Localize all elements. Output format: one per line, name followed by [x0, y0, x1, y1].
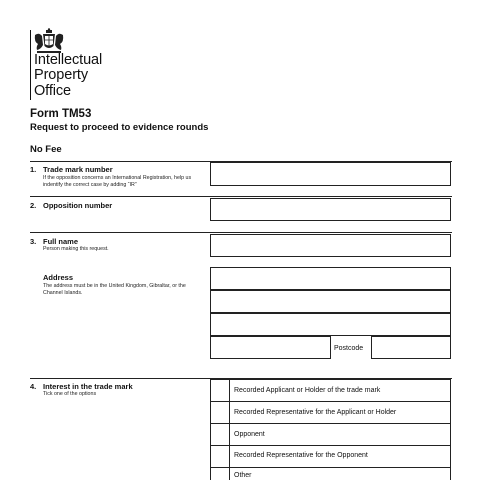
interest-checkbox[interactable] [210, 445, 230, 468]
interest-option-label: Recorded Representative for the Applicant or Holder [234, 409, 397, 416]
trade-mark-number-input[interactable] [210, 162, 451, 186]
question-title: Full name [43, 237, 79, 246]
section-divider [30, 232, 452, 233]
postcode-label: Postcode [334, 345, 364, 352]
question-number: 4. [30, 382, 37, 391]
interest-option-label: Opponent [234, 431, 265, 438]
question-help: Person making this request. [43, 246, 109, 252]
logo-word-3: Office [34, 83, 72, 99]
section-divider [30, 196, 452, 197]
interest-checkbox[interactable] [210, 467, 230, 480]
address-line-3-input[interactable] [210, 313, 451, 336]
form-code: Form TM53 [30, 108, 92, 120]
interest-option-label: Recorded Representative for the Opponent [234, 452, 368, 459]
address-line-4-input[interactable] [210, 336, 331, 359]
address-line-1-input[interactable] [210, 267, 451, 290]
address-help: The address must be in the United Kingdom, Gibraltar, or the Channel Islands. [43, 283, 186, 296]
question-help: Tick one of the options [43, 391, 97, 397]
question-title: Trade mark number [43, 165, 113, 174]
interest-checkbox[interactable] [210, 423, 230, 446]
fee-label: No Fee [30, 144, 62, 155]
question-help: If the opposition concerns an International Registration, help us indentify the correct case by adding “IR” [43, 175, 192, 188]
interest-option-label: Recorded Applicant or Holder of the trade mark [234, 387, 381, 394]
question-number: 2. [30, 201, 37, 210]
question-number: 3. [30, 237, 37, 246]
interest-checkbox[interactable] [210, 401, 230, 424]
interest-option-cell [229, 467, 451, 480]
logo-word-2: Property [34, 67, 88, 83]
royal-crest-icon [32, 28, 66, 54]
interest-checkbox[interactable] [210, 379, 230, 402]
form-title: Request to proceed to evidence rounds [30, 122, 209, 133]
question-number: 1. [30, 165, 37, 174]
address-line-2-input[interactable] [210, 290, 451, 313]
opposition-number-input[interactable] [210, 198, 451, 221]
question-title: Interest in the trade mark [43, 382, 133, 391]
logo-rule [30, 30, 31, 100]
postcode-input[interactable] [371, 336, 451, 359]
logo-word-1: Intellectual [34, 52, 103, 68]
interest-option-label: Other [234, 472, 252, 479]
full-name-input[interactable] [210, 234, 451, 257]
question-title: Opposition number [43, 201, 113, 210]
address-title: Address [43, 273, 74, 282]
